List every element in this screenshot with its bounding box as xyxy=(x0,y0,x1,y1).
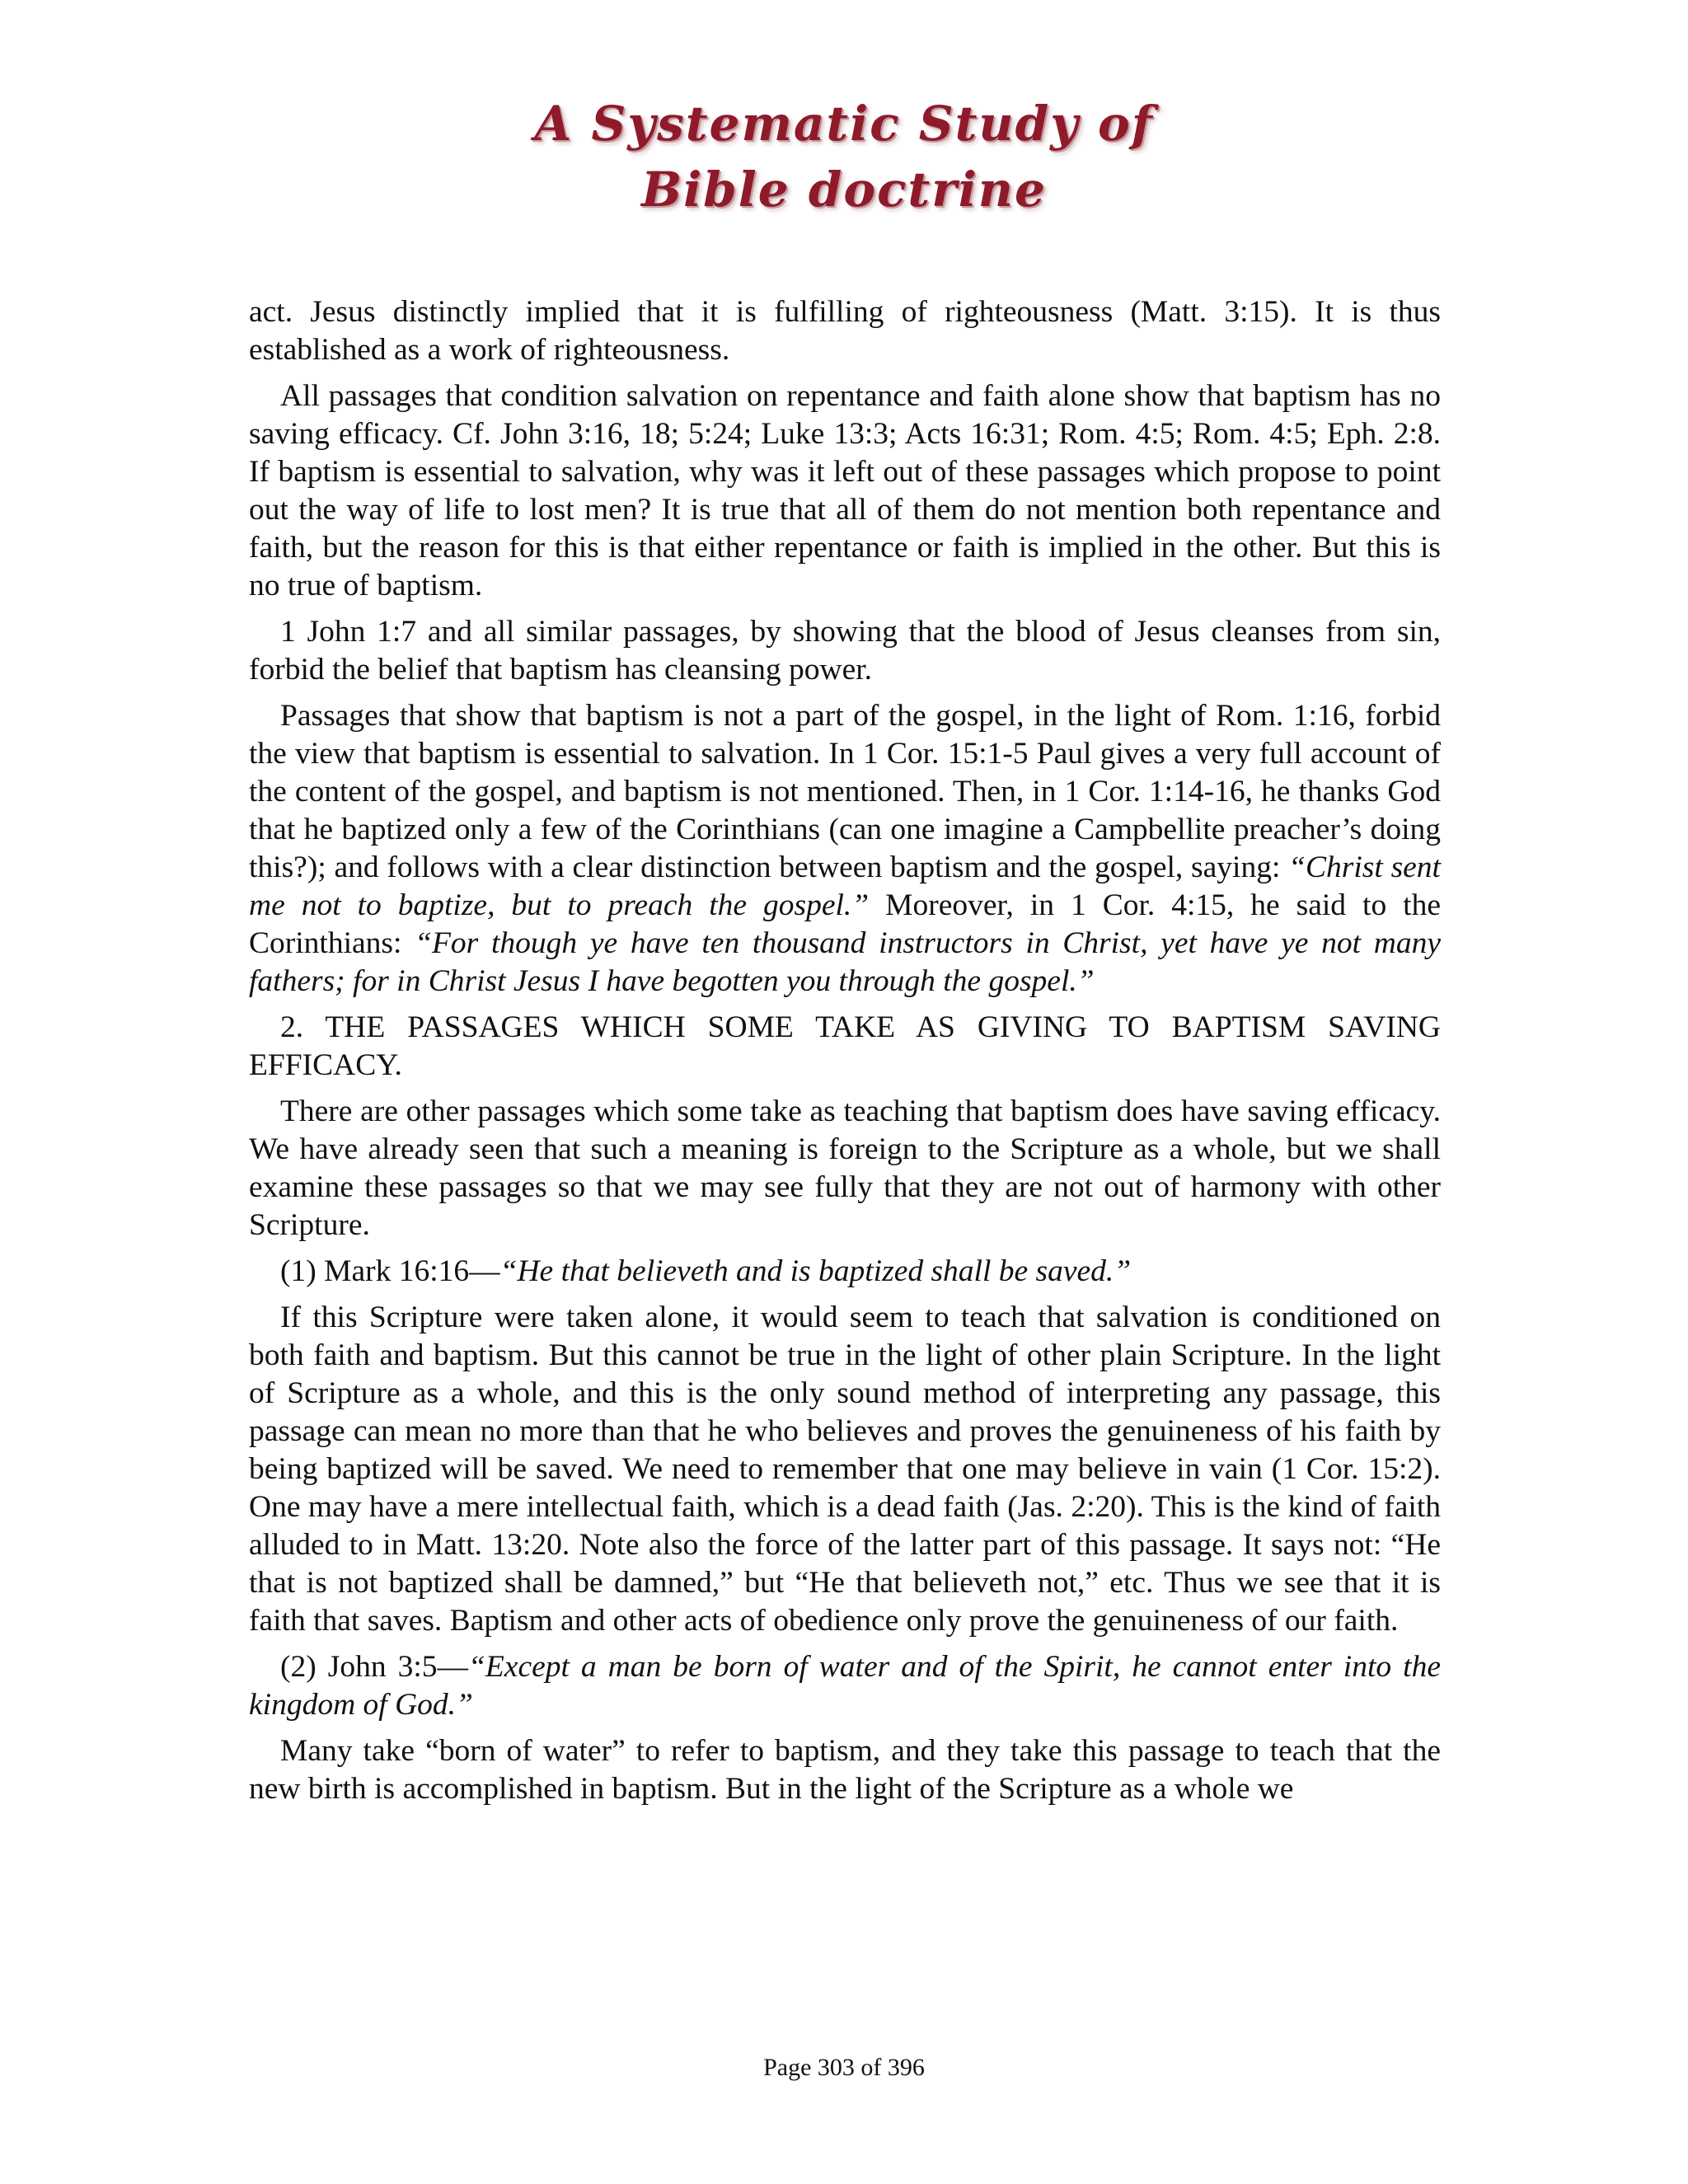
page-body xyxy=(249,293,1441,1808)
section-heading xyxy=(249,1009,1441,1085)
paragraph-text: If this Scripture were taken alone, it would seem to teach that salvation is conditioned on both faith and baptism. But this cannot be true in the light of other plain Scripture. In the light of Scripture as a whole, and this is the only sound method of interpreting any passage, this passage can mean no more than that he who believes and proves the genuineness of his faith by being baptized will be saved. We need to remember that one may believe in vain (1 Cor. 15:2). One may have a mere intellectual faith, which is a dead faith (Jas. 2:20). This is the kind of faith alluded to in Matt. 13:20. Note also the force of the latter part of this passage. It says not: “He that is not baptized shall be damned,” but “He that believeth not,” etc. Thus we see that it is faith that saves. Baptism and other acts of obedience only prove the genuineness of our faith. xyxy=(249,1301,1441,1638)
section-heading-text: 2. THE PASSAGES WHICH SOME TAKE AS GIVING TO BAPTISM SAVING EFFICACY. xyxy=(249,1010,1441,1082)
paragraph xyxy=(249,1093,1441,1244)
subsection-label: (1) Mark 16:16— xyxy=(280,1254,500,1288)
paragraph xyxy=(249,1253,1441,1291)
paragraph-text: 1 John 1:7 and all similar passages, by showing that the blood of Jesus cleanses from sin, forbid the belief that baptism has cleansing power. xyxy=(249,615,1441,687)
paragraph xyxy=(249,613,1441,689)
paragraph-text: act. Jesus distinctly implied that it is fulfilling of righteousness (Matt. 3:15). It is thus established as a work of righteousness. xyxy=(249,295,1441,367)
book-title-logo xyxy=(0,91,1688,223)
paragraph xyxy=(249,1299,1441,1640)
paragraph xyxy=(249,377,1441,605)
paragraph xyxy=(249,697,1441,1001)
book-title-line-1: A Systematic Study of xyxy=(534,96,1154,152)
book-title-line-2: Bible doctrine xyxy=(641,162,1047,218)
scripture-quote: “He that believeth and is baptized shall be saved.” xyxy=(499,1254,1132,1288)
subsection-label: (2) John 3:5— xyxy=(280,1650,469,1684)
paragraph xyxy=(249,1732,1441,1808)
paragraph-text: Many take “born of water” to refer to baptism, and they take this passage to teach that the new birth is accomplished in baptism. But in the light of the Scripture as a whole we xyxy=(249,1734,1441,1806)
paragraph-text: All passages that condition salvation on repentance and faith alone show that baptism has no saving efficacy. Cf. John 3:16, 18; 5:24; Luke 13:3; Acts 16:31; Rom. 4:5; Rom. 4:5; Eph. 2:8. If baptism is essential to salvation, why was it left out of these passages which propose to point out the way of life to lost men? It is true that all of them do not mention both repentance and faith, but the reason for this is that either repentance or faith is implied in the other. But this is no true of baptism. xyxy=(249,379,1441,602)
paragraph xyxy=(249,293,1441,369)
paragraph-text: Passages that show that baptism is not a part of the gospel, in the light of Rom. 1:16, forbid the view that baptism is essential to salvation. In 1 Cor. 15:1-5 Paul gives a very full account of the content of the gospel, and baptism is not mentioned. Then, in 1 Cor. 1:14-16, he thanks God that he baptized only a few of the Corinthians (can one imagine a Campbellite preacher’s doing this?); and follows with a clear distinction between baptism and the gospel, saying: xyxy=(249,699,1441,884)
scripture-quote: “Christ sent me not to baptize, but to preach the gospel.” xyxy=(249,851,1441,922)
paragraph-text: There are other passages which some take as teaching that baptism does have saving efficacy. We have already seen that such a meaning is foreign to the Scripture as a whole, but we shall examine these passages so that we may see fully that they are not out of harmony with other Scripture. xyxy=(249,1094,1441,1242)
scripture-quote: “For though ye have ten thousand instructors in Christ, yet have ye not many fathers; for in Christ Jesus I have begotten you through the gospel.” xyxy=(249,926,1441,998)
paragraph xyxy=(249,1648,1441,1724)
scripture-quote: “Except a man be born of water and of the Spirit, he cannot enter into the kingdom of God.” xyxy=(249,1650,1441,1722)
page-number: Page 303 of 396 xyxy=(763,2054,925,2081)
paragraph-text: Moreover, in 1 Cor. 4:15, he said to the Corinthians: xyxy=(249,888,1441,960)
